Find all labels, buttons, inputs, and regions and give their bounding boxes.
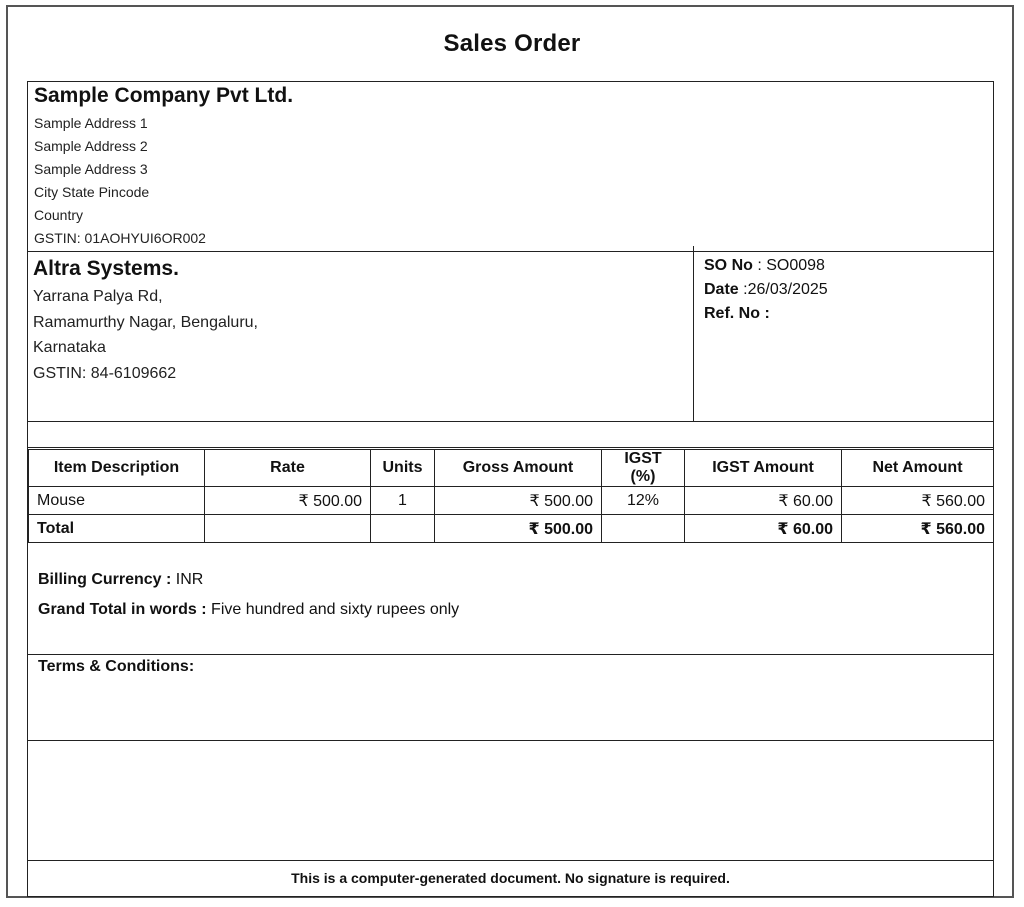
total-igst-amount-cell: ₹ 60.00 bbox=[685, 515, 842, 543]
total-row bbox=[29, 515, 994, 543]
total-units-cell bbox=[371, 515, 435, 543]
company-block bbox=[34, 84, 293, 250]
company-address-line: Sample Address 1 bbox=[34, 115, 148, 131]
customer-gstin: GSTIN: 84-6109662 bbox=[33, 364, 177, 382]
divider-footer bbox=[27, 860, 994, 861]
terms-label: Terms & Conditions: bbox=[38, 658, 195, 675]
gross-amount-cell: ₹ 500.00 bbox=[435, 487, 602, 515]
company-address-line: Sample Address 2 bbox=[34, 138, 148, 154]
company-address-line: Country bbox=[34, 207, 84, 223]
company-gstin: GSTIN: 01AOHYUI6OR002 bbox=[34, 230, 206, 246]
divider-customer bbox=[27, 421, 994, 422]
customer-address-line: Ramamurthy Nagar, Bengaluru, bbox=[33, 313, 258, 331]
order-meta-block bbox=[704, 254, 828, 326]
document-title: Sales Order bbox=[443, 30, 581, 57]
igst-percent-cell: 12% bbox=[602, 487, 685, 515]
total-label-cell: Total bbox=[29, 515, 205, 543]
so-number-value: SO0098 bbox=[766, 257, 825, 274]
company-address-line: City State Pincode bbox=[34, 184, 150, 200]
net-amount-cell: ₹ 560.00 bbox=[842, 487, 994, 515]
column-header: Item Description bbox=[29, 450, 205, 487]
ref-label: Ref. No : bbox=[704, 305, 770, 322]
company-name: Sample Company Pvt Ltd. bbox=[34, 84, 294, 107]
divider-table-top bbox=[27, 447, 994, 448]
divider-meta bbox=[693, 246, 694, 421]
grand-total-words-label: Grand Total in words : bbox=[38, 601, 207, 618]
date-value: :26/03/2025 bbox=[738, 281, 828, 298]
divider-company bbox=[27, 251, 994, 252]
ref-row bbox=[704, 302, 828, 326]
items-table bbox=[28, 449, 994, 543]
total-net-cell: ₹ 560.00 bbox=[842, 515, 994, 543]
column-header: IGST (%) bbox=[602, 450, 685, 487]
column-header: Net Amount bbox=[842, 450, 994, 487]
footer-note: This is a computer-generated document. No signature is required. bbox=[291, 870, 730, 886]
so-number-label: SO No bbox=[704, 257, 753, 274]
grand-total-words-row bbox=[38, 595, 459, 625]
so-number-separator: : bbox=[752, 257, 767, 274]
total-rate-cell bbox=[205, 515, 371, 543]
customer-address-line: Karnataka bbox=[33, 339, 106, 356]
table-header-row bbox=[29, 450, 994, 487]
grand-total-words-value: Five hundred and sixty rupees only bbox=[206, 601, 460, 618]
billing-block bbox=[38, 565, 459, 625]
igst-amount-cell: ₹ 60.00 bbox=[685, 487, 842, 515]
table-row bbox=[29, 487, 994, 515]
total-gross-cell: ₹ 500.00 bbox=[435, 515, 602, 543]
divider-terms bbox=[27, 740, 994, 741]
divider-billing bbox=[27, 654, 994, 655]
billing-currency-label: Billing Currency : bbox=[38, 571, 172, 588]
date-label: Date bbox=[704, 281, 739, 298]
customer-block bbox=[33, 257, 258, 386]
rate-cell: ₹ 500.00 bbox=[205, 487, 371, 515]
column-header: Gross Amount bbox=[435, 450, 602, 487]
item-description-cell: Mouse bbox=[29, 487, 205, 515]
company-address-line: Sample Address 3 bbox=[34, 161, 148, 177]
customer-address-line: Yarrana Palya Rd, bbox=[33, 288, 163, 305]
column-header: Units bbox=[371, 450, 435, 487]
units-cell: 1 bbox=[371, 487, 435, 515]
customer-name: Altra Systems. bbox=[33, 257, 179, 280]
billing-currency-value: INR bbox=[171, 571, 204, 588]
column-header: Rate bbox=[205, 450, 371, 487]
column-header: IGST Amount bbox=[685, 450, 842, 487]
billing-currency-row bbox=[38, 565, 459, 595]
date-row bbox=[704, 278, 828, 302]
so-number-row bbox=[704, 254, 828, 278]
total-igst-percent-cell bbox=[602, 515, 685, 543]
